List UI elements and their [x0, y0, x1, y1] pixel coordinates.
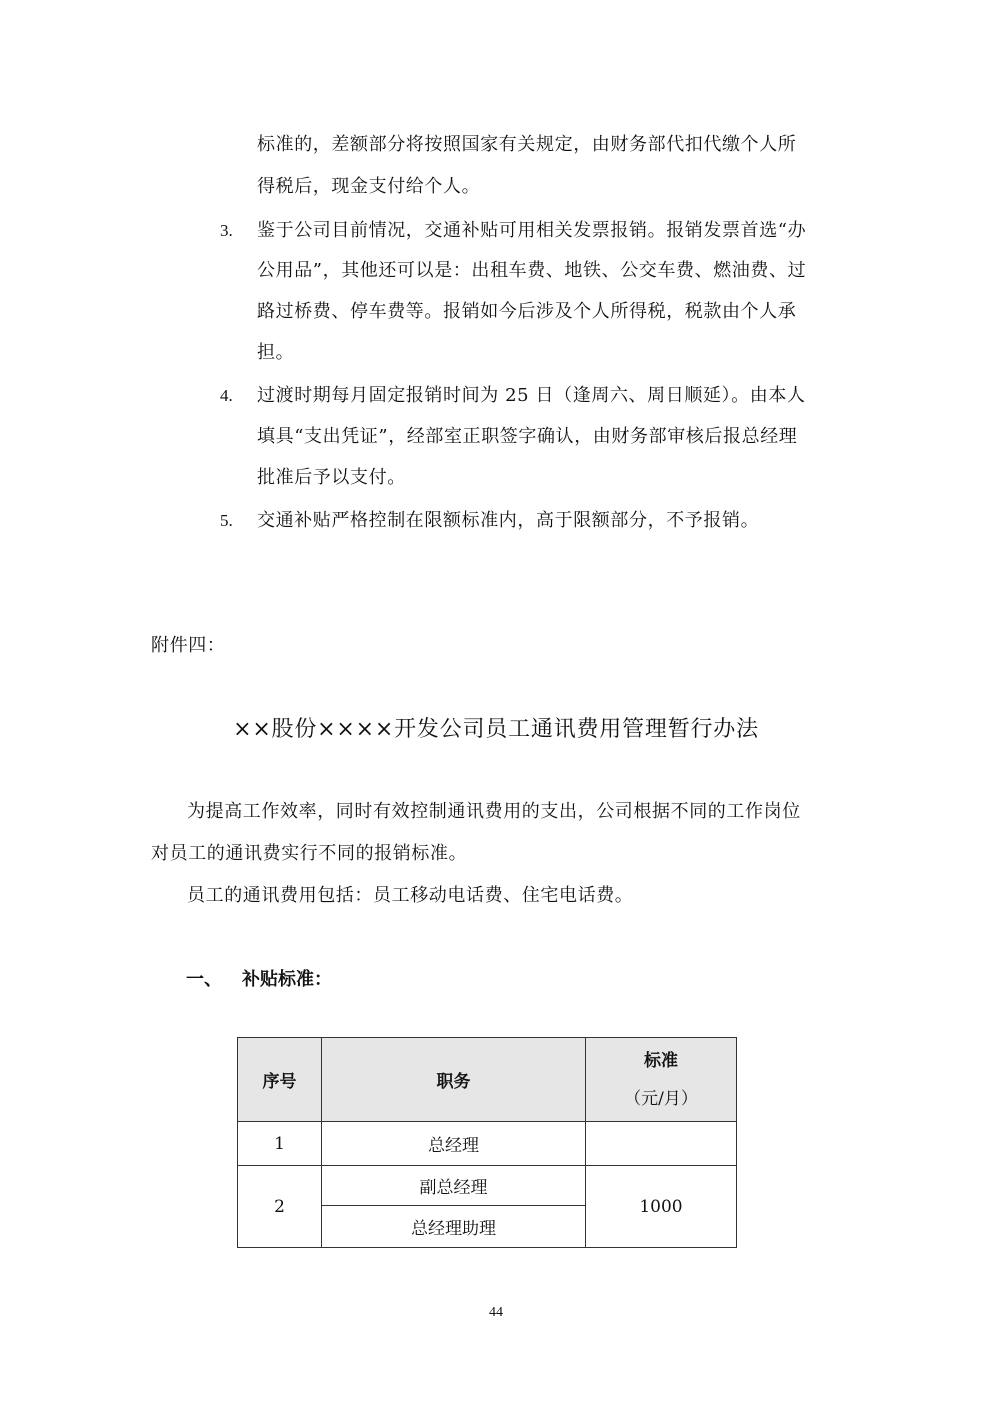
header-position: 职务: [322, 1038, 586, 1122]
table-row: [238, 1166, 737, 1206]
list-item-line: 担。: [257, 342, 295, 363]
list-item-number: 5.: [220, 511, 233, 530]
cell-position: 总经理助理: [322, 1206, 586, 1248]
allowance-standard-table: [237, 1037, 737, 1248]
table-row: [238, 1122, 737, 1166]
document-title: ××股份××××开发公司员工通讯费用管理暂行办法: [233, 717, 759, 742]
list-item-line: 鉴于公司目前情况，交通补贴可用相关发票报销。报销发票首选“办: [257, 220, 807, 241]
list-item-line: 填具“支出凭证”，经部室正职签字确认，由财务部审核后报总经理: [257, 426, 798, 447]
list-item-line: 交通补贴严格控制在限额标准内，高于限额部分，不予报销。: [257, 510, 760, 531]
list-item-line: 公用品”，其他还可以是：出租车费、地铁、公交车费、燃油费、过: [257, 260, 807, 281]
cell-position: 副总经理: [322, 1166, 586, 1206]
section-number: 一、: [186, 969, 222, 990]
list-item-number: 4.: [220, 386, 233, 405]
header-standard: [586, 1038, 737, 1122]
header-seq: 序号: [238, 1038, 322, 1122]
list-item-line: 路过桥费、停车费等。报销如今后涉及个人所得税，税款由个人承: [257, 301, 797, 322]
header-standard-label: 标准: [644, 1050, 678, 1071]
list-item-line: 批准后予以支付。: [257, 467, 406, 488]
table-header-row: [238, 1038, 737, 1122]
attachment-label: 附件四：: [151, 635, 226, 656]
cell-seq: 2: [238, 1166, 322, 1248]
intro-paragraph-2: 员工的通讯费用包括：员工移动电话费、住宅电话费。: [187, 885, 634, 906]
header-standard-unit: （元/月）: [624, 1088, 698, 1109]
page-number: 44: [489, 1305, 503, 1320]
list-continuation-line-1: 标准的，差额部分将按照国家有关规定，由财务部代扣代缴个人所: [257, 134, 797, 155]
list-item-line: 过渡时期每月固定报销时间为 25 日（逢周六、周日顺延）。由本人: [257, 385, 806, 406]
section-title: 补贴标准：: [242, 969, 332, 990]
list-item-number: 3.: [220, 221, 233, 240]
intro-paragraph-line-1: 为提高工作效率，同时有效控制通讯费用的支出，公司根据不同的工作岗位: [187, 801, 801, 822]
cell-position: 总经理: [322, 1122, 586, 1166]
intro-paragraph-line-2: 对员工的通讯费实行不同的报销标准。: [151, 843, 468, 864]
list-continuation-line-2: 得税后，现金支付给个人。: [257, 176, 481, 197]
cell-standard: [586, 1122, 737, 1166]
cell-seq: 1: [238, 1122, 322, 1166]
cell-standard: 1000: [586, 1166, 737, 1248]
